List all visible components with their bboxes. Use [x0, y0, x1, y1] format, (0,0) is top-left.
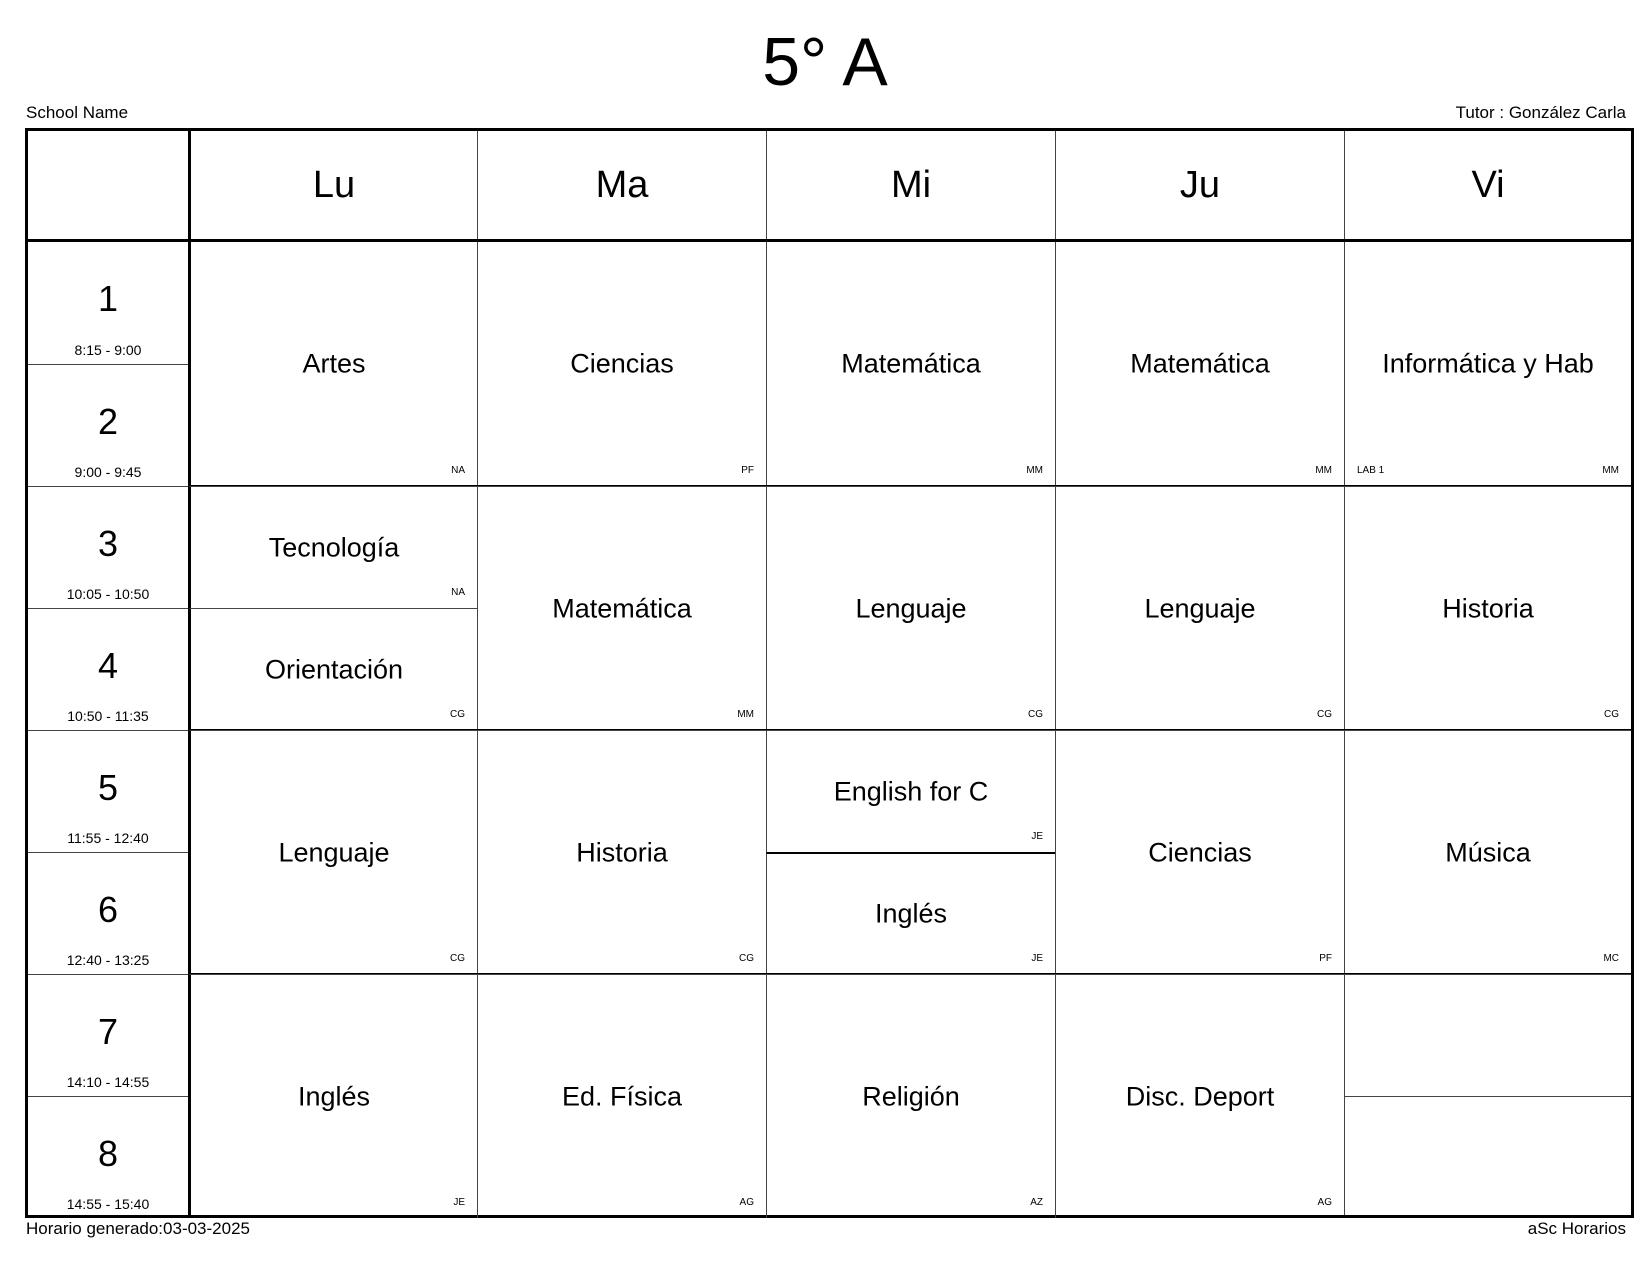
lesson-subject: Matemática — [841, 348, 981, 379]
day-header-fri: Vi — [1344, 131, 1631, 239]
lesson-subject: Inglés — [297, 1081, 371, 1111]
lesson-teacher: AZ — [1030, 1197, 1043, 1208]
lesson-teacher: CG — [1028, 709, 1043, 720]
period-time: 8:15 - 9:00 — [74, 342, 142, 358]
lesson-subject: Matemática — [1130, 348, 1270, 379]
period-3 — [28, 486, 188, 608]
period-time: 14:10 - 14:55 — [66, 1074, 150, 1090]
period-time: 12:40 - 13:25 — [66, 952, 150, 968]
lesson-teacher: PF — [741, 465, 754, 476]
lesson-subject: Lenguaje — [278, 837, 390, 867]
period-8 — [28, 1096, 188, 1218]
lesson-teacher: AG — [1317, 1197, 1332, 1208]
period-time: 14:55 - 15:40 — [66, 1196, 150, 1212]
period-6 — [28, 852, 188, 974]
timetable-grid — [25, 128, 1634, 1218]
lesson-cell — [477, 242, 766, 486]
corner-cell — [28, 131, 188, 239]
lesson-cell — [766, 242, 1055, 486]
day-header-thu: Ju — [1055, 131, 1344, 239]
lesson-cell — [1344, 486, 1631, 730]
lesson-teacher: NA — [451, 465, 465, 476]
lesson-subject: Ciencias — [570, 348, 674, 379]
lesson-teacher: CG — [1604, 709, 1619, 720]
software-credit: aSc Horarios — [1527, 1219, 1626, 1238]
lesson-room: LAB 1 — [1357, 465, 1385, 476]
lesson-teacher: CG — [739, 953, 754, 964]
block-divider — [188, 485, 1631, 486]
day-header-wed: Mi — [766, 131, 1055, 239]
school-name: School Name — [26, 103, 129, 122]
lesson-subject: English for C — [833, 776, 989, 806]
lesson-subject: Música — [1445, 837, 1531, 867]
lesson-subject: Informática y Hab — [1382, 348, 1594, 379]
period-number: 3 — [97, 523, 119, 564]
lesson-subject: Historia — [576, 837, 668, 867]
period-2 — [28, 364, 188, 486]
period-4 — [28, 608, 188, 730]
lesson-cell — [188, 974, 477, 1218]
period-number: 5 — [97, 767, 119, 808]
lesson-subject: Religión — [862, 1081, 960, 1111]
lesson-cell — [477, 974, 766, 1218]
lesson-cell — [477, 730, 766, 974]
period-1 — [28, 242, 188, 364]
lesson-teacher: CG — [450, 953, 465, 964]
lesson-subject: Ciencias — [1148, 837, 1252, 867]
period-time: 10:05 - 10:50 — [66, 586, 150, 602]
period-number: 1 — [97, 278, 119, 319]
period-7 — [28, 974, 188, 1096]
lesson-teacher: PF — [1319, 953, 1332, 964]
lesson-subject: Orientación — [264, 654, 404, 684]
lesson-cell — [477, 486, 766, 730]
tutor-label: Tutor : González Carla — [1455, 103, 1626, 122]
lesson-cell — [1055, 486, 1344, 730]
lesson-teacher: NA — [451, 587, 465, 598]
block-divider — [188, 729, 1631, 730]
lesson-subject: Disc. Deport — [1125, 1081, 1275, 1111]
period-number: 8 — [97, 1133, 119, 1174]
lesson-cell — [188, 242, 477, 486]
lesson-cell — [766, 486, 1055, 730]
lesson-subject: Inglés — [874, 898, 948, 929]
lesson-teacher: JE — [1031, 953, 1043, 964]
lesson-cell — [766, 974, 1055, 1218]
period-time: 11:55 - 12:40 — [67, 830, 149, 846]
period-5 — [28, 730, 188, 852]
lesson-teacher: AG — [739, 1197, 754, 1208]
lesson-cell — [1055, 730, 1344, 974]
period-time: 10:50 - 11:35 — [67, 708, 149, 724]
empty-lesson-cell — [1344, 974, 1631, 1096]
lesson-subject: Matemática — [552, 593, 692, 623]
lesson-cell — [1055, 242, 1344, 486]
lesson-subject: Artes — [302, 348, 366, 379]
lesson-teacher: CG — [1317, 709, 1332, 720]
lesson-subject: Lenguaje — [855, 593, 967, 623]
block-divider — [188, 973, 1631, 974]
lesson-subject: Lenguaje — [1144, 593, 1256, 623]
lesson-cell — [766, 852, 1055, 974]
period-number: 4 — [97, 645, 119, 686]
lesson-teacher: JE — [453, 1197, 465, 1208]
period-number: 6 — [97, 889, 119, 930]
period-number: 7 — [97, 1011, 119, 1052]
period-number: 2 — [97, 401, 119, 442]
lesson-teacher: MM — [737, 709, 754, 720]
lesson-teacher: MC — [1603, 953, 1619, 964]
day-header-tue: Ma — [477, 131, 766, 239]
lesson-cell — [1344, 242, 1631, 486]
lesson-cell — [1055, 974, 1344, 1218]
lesson-teacher: JE — [1031, 831, 1043, 842]
lesson-subject: Tecnología — [268, 532, 400, 562]
period-time: 9:00 - 9:45 — [74, 464, 142, 480]
class-title: 5° A — [762, 24, 888, 100]
lesson-teacher: MM — [1602, 465, 1619, 476]
lesson-cell — [188, 486, 477, 608]
lesson-teacher: MM — [1315, 465, 1332, 476]
lesson-cell — [766, 730, 1055, 852]
lesson-teacher: MM — [1026, 465, 1043, 476]
lesson-subject: Historia — [1442, 593, 1534, 623]
lesson-cell — [188, 608, 477, 730]
lesson-cell — [1344, 730, 1631, 974]
lesson-teacher: CG — [450, 709, 465, 720]
empty-lesson-cell — [1344, 1096, 1631, 1215]
lesson-cell — [188, 730, 477, 974]
generated-date: Horario generado:03-03-2025 — [26, 1219, 250, 1238]
lesson-subject: Ed. Física — [561, 1081, 683, 1111]
day-header-mon: Lu — [188, 131, 477, 239]
